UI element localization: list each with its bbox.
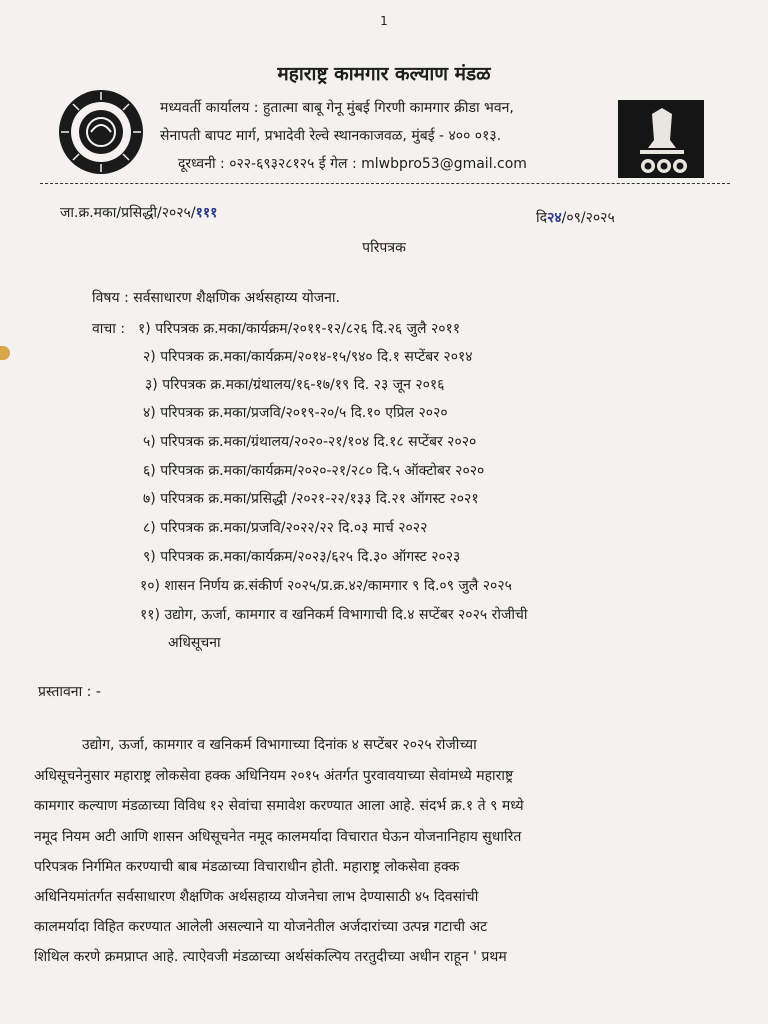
preamble-heading: प्रस्तावना : -	[38, 684, 101, 700]
reference-item: ६) परिपत्रक क्र.मका/कार्यक्रम/२०२०-२१/२८० दि.५ ऑक्टोबर २०२०	[143, 463, 485, 479]
reference-item: १) परिपत्रक क्र.मका/कार्यक्रम/२०११-१२/८२६ दि.२६ जुलै २०११	[138, 321, 461, 337]
preamble-line: नमूद नियम अटी आणि शासन अधिसूचनेत नमूद कालमर्यादा विचारात घेऊन योजनानिहाय सुधारित	[34, 829, 522, 845]
reference-number	[60, 203, 217, 222]
date-rest: /०९/२०२५	[561, 210, 615, 226]
organization-name: महाराष्ट्र कामगार कल्याण मंडळ	[277, 63, 491, 85]
reference-item: ७) परिपत्रक क्र.मका/प्रसिद्धी /२०२१-२२/१३३ दि.२१ ऑगस्ट २०२१	[143, 491, 479, 507]
subject-line: विषय : सर्वसाधारण शैक्षणिक अर्थसहाय्य योजना.	[92, 290, 340, 306]
preamble-line: कालमर्यादा विहित करण्यात आलेली असल्याने या योजनेतील अर्जदारांच्या उत्पन्न गटाची अट	[34, 919, 488, 935]
handwritten-date-day: २४	[547, 210, 562, 226]
header-divider	[40, 183, 730, 184]
reference-item: ५) परिपत्रक क्र.मका/ग्रंथालय/२०२०-२१/१०४ दि.१८ सप्टेंबर २०२०	[143, 434, 477, 450]
reference-item: १०) शासन निर्णय क्र.संकीर्ण २०२५/प्र.क्र.४२/कामगार ९ दि.०९ जुलै २०२५	[140, 578, 512, 594]
reference-item-continuation: अधिसूचना	[168, 635, 221, 651]
references-label: वाचा :	[92, 321, 126, 337]
preamble-line: अधिनियमांतर्गत सर्वसाधारण शैक्षणिक अर्थसहाय्य योजनेचा लाभ देण्यासाठी ४५ दिवसांची	[34, 889, 479, 905]
reference-item: ९) परिपत्रक क्र.मका/कार्यक्रम/२०२३/६२५ दि.३० ऑगस्ट २०२३	[143, 549, 461, 565]
reference-item: ११) उद्योग, ऊर्जा, कामगार व खनिकर्म विभागाची दि.४ सप्टेंबर २०२५ रोजीची	[140, 607, 528, 623]
preamble-line: उद्योग, ऊर्जा, कामगार व खनिकर्म विभागाच्या दिनांक ४ सप्टेंबर २०२५ रोजीच्या	[82, 737, 477, 753]
board-emblem-logo	[55, 88, 147, 176]
preamble-line: परिपत्रक निर्गमित करण्याची बाब मंडळाच्या विचाराधीन होती. महाराष्ट्र लोकसेवा हक्क	[34, 859, 460, 875]
reference-item: २) परिपत्रक क्र.मका/कार्यक्रम/२०१४-१५/९४० दि.१ सप्टेंबर २०१४	[143, 349, 473, 365]
reference-item: ३) परिपत्रक क्र.मका/ग्रंथालय/१६-१७/१९ दि. २३ जून २०१६	[145, 377, 445, 393]
handwritten-reference-number: १११	[195, 205, 218, 221]
issue-date	[536, 208, 615, 227]
date-prefix: दि	[536, 210, 548, 226]
reference-item: ८) परिपत्रक क्र.मका/प्रजवि/२०२२/२२ दि.०३ मार्च २०२२	[143, 520, 428, 536]
contact-line: दूरध्वनी : ०२२-६९३२८१२५ ई गेल : mlwbpro53@gmail.com	[178, 156, 527, 172]
page-number: 1	[380, 14, 388, 28]
document-type-title: परिपत्रक	[362, 240, 406, 256]
page-edge-mark	[0, 346, 10, 360]
preamble-line: कामगार कल्याण मंडळाच्या विविध १२ सेवांचा समावेश करण्यात आला आहे. संदर्भ क्र.१ ते ९ मध्ये	[34, 798, 524, 814]
preamble-line: अधिसूचनेनुसार महाराष्ट्र लोकसेवा हक्क अधिनियम २०१५ अंतर्गत पुरवावयाच्या सेवांमध्ये महाराष्ट्र	[34, 768, 514, 784]
address-line-1: मध्यवर्ती कार्यालय : हुतात्मा बाबू गेनू मुंबई गिरणी कामगार क्रीडा भवन,	[160, 100, 514, 116]
anniversary-logo	[618, 100, 704, 178]
reference-number-prefix: जा.क्र.मका/प्रसिद्धी/२०२५/	[60, 205, 196, 221]
reference-item: ४) परिपत्रक क्र.मका/प्रजवि/२०१९-२०/५ दि.१० एप्रिल २०२०	[143, 405, 448, 421]
address-line-2: सेनापती बापट मार्ग, प्रभादेवी रेल्वे स्थानकाजवळ, मुंबई - ४०० ०१३.	[160, 128, 502, 144]
preamble-line: शिथिल करणे क्रमप्राप्त आहे. त्याऐवजी मंडळाच्या अर्थसंकल्पिय तरतुदीच्या अधीन राहून ' प्रथम	[34, 949, 507, 965]
